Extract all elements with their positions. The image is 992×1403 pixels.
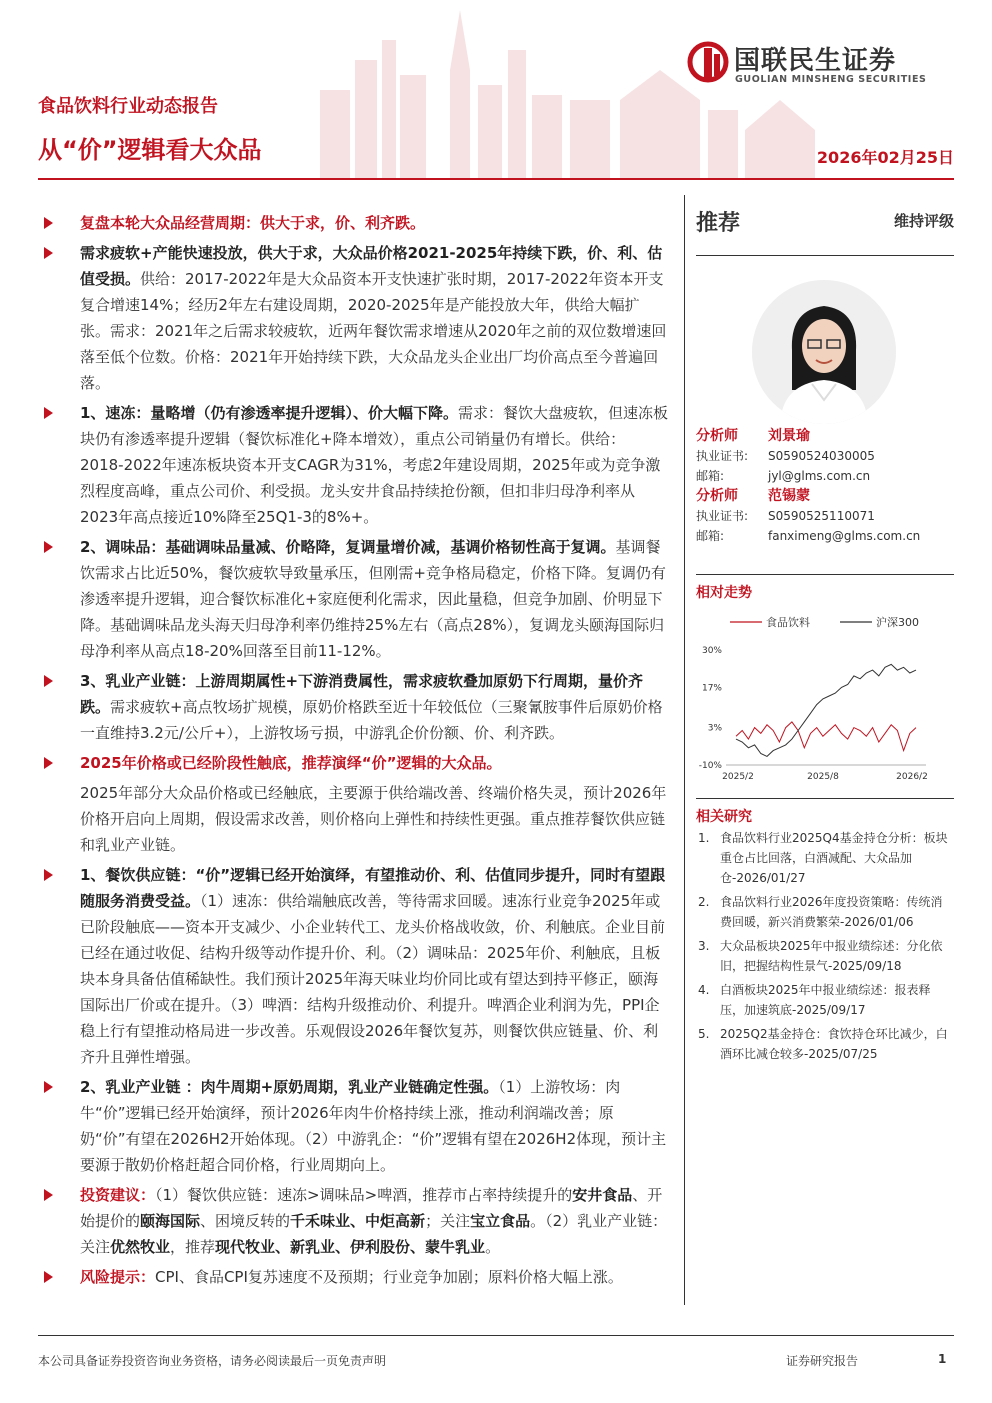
bullet-arrow-icon bbox=[44, 541, 53, 553]
bullet-seasoning: 2、调味品：基础调味品量减、价略降，复调量增价减，基调价格韧性高于复调。基调餐饮需求占比近50%，餐饮疲软导致量承压，但刚需+竞争格局稳定，价格下降。复调仍有渗透率提升逻辑，迎合餐饮标准化+家庭便利化需求，因此量稳，但竞争加剧、价明显下降。基础调味品龙头海天归母净利率仍维持25%左右（高点28%），复调龙头颐海国际归母净利率从高点18-20%回落至目前11-12%。 bbox=[40, 534, 668, 664]
bullet-arrow-icon bbox=[44, 675, 53, 687]
list-item[interactable]: 3. 大众品板块2025年中报业绩综述：分化依旧，把握结构性景气-2025/09/18 bbox=[698, 939, 943, 973]
list-item[interactable]: 2. 食品饮料行业2026年度投资策略：传统消费回暖，新兴消费繁荣-2026/01/06 bbox=[698, 895, 943, 929]
bullet-arrow-icon bbox=[44, 1189, 53, 1201]
bullet-arrow-icon bbox=[44, 869, 53, 881]
report-date: 2026年02月25日 bbox=[816, 148, 954, 167]
logo-text: 国联民生证券 bbox=[734, 46, 897, 76]
bullet-arrow-icon bbox=[44, 1081, 53, 1093]
paragraph-price-outlook: 2025年部分大众品价格或已经触底，主要源于供给端改善、终端价格失灵，预计2026年价格开启向上周期，假设需求改善，则价格向上弹性和持续性更强。重点推荐餐饮供应链和乳业产业链。 bbox=[80, 784, 667, 854]
bullet-cycle: 需求疲软+产能快速投放，供大于求，大众品价格2021-2025年持续下跌，价、利、估值受损。供给：2017-2022年是大众品资本开支快速扩张时期，2017-2022年资本开支复合增速14%；经历2年左右建设周期，2020-2025年是产能投放大年，供给大幅扩张。需求：2021年之后需求较疲软，近两年餐饮需求增速从2020年之前的双位数增速回落至低个位数。价格：2021年开始持续下跌，大众品龙头企业出厂均价高点至今普遍回落。 bbox=[40, 240, 668, 396]
cert-label: 执业证书: bbox=[696, 449, 749, 463]
analyst-email[interactable]: fanximeng@glms.com.cn bbox=[768, 529, 921, 543]
logo-text-en: GUOLIAN MINSHENG SECURITIES bbox=[735, 74, 927, 85]
report-header bbox=[0, 0, 992, 178]
logo-mark-icon bbox=[686, 40, 730, 84]
analyst-list bbox=[696, 426, 954, 546]
bullet-dairy: 3、乳业产业链：上游周期属性+下游消费属性，需求疲软叠加原奶下行周期，量价齐跌。需求疲软+高点牧场扩规模，原奶价格跌至近十年较低位（三聚氰胺事件后原奶价格一直维持3.2元/公斤+），上游牧场亏损，中游乳企价份额、价、利齐跌。 bbox=[40, 668, 668, 746]
y-tick-label: 3% bbox=[707, 723, 722, 734]
section-divider bbox=[696, 574, 954, 575]
bullet-risk: 风险提示：CPI、食品CPI复苏速度不及预期；行业竞争加剧；原料价格大幅上涨。 bbox=[40, 1264, 668, 1290]
x-tick-label: 2025/8 bbox=[807, 772, 839, 782]
bullet-frozen: 1、速冻：量略增（仍有渗透率提升逻辑）、价大幅下降。需求：餐饮大盘疲软，但速冻板块仍有渗透率提升逻辑（餐饮标准化+降本增效），重点公司销量仍有增长。供给：2018-2022年速冻板块资本开支CAGR为31%，考虑2年建设周期，2025年或为竞争激烈程度高峰，重点公司价、利受损。龙头安井食品持续抢份额，但扣非归母净利率从2023年高点接近10%降至25Q1-3的8%+。 bbox=[40, 400, 668, 530]
bullet-arrow-icon bbox=[44, 407, 53, 419]
report-type: 食品饮料行业动态报告 bbox=[38, 96, 218, 117]
analyst-name: 范锡蒙 bbox=[768, 488, 810, 504]
y-tick-label: 17% bbox=[701, 683, 722, 694]
bullet-summary: 复盘本轮大众品经营周期：供大于求，价、利齐跌。 bbox=[40, 210, 668, 236]
company-logo bbox=[686, 40, 956, 88]
bullet-arrow-icon bbox=[44, 217, 53, 229]
series-line bbox=[736, 664, 916, 756]
research-section-title: 相关研究 bbox=[696, 809, 752, 825]
list-item[interactable]: 5. 2025Q2基金持仓：食饮持仓环比减少，白酒环比减仓较多-2025/07/25 bbox=[698, 1027, 948, 1061]
related-research-list bbox=[696, 828, 954, 1068]
analyst-role: 分析师 bbox=[696, 488, 738, 504]
header-divider bbox=[38, 178, 954, 180]
analyst-avatar bbox=[752, 280, 896, 424]
section-divider bbox=[696, 798, 954, 799]
bullet-dairy-chain: 2、乳业产业链 ：肉牛周期+原奶周期，乳业产业链确定性强。（1）上游牧场：肉牛“价”逻辑已经开始演绎，预计2026年肉牛价格持续上涨，推动利润端改善；原奶“价”有望在2026H2开始体现。（2）中游乳企：“价”逻辑有望在2026H2体现，预计主要源于散奶价格赶超合同价格，行业周期向上。 bbox=[40, 1074, 668, 1178]
city-skyline-banner bbox=[300, 0, 820, 178]
list-item[interactable]: 1. 食品饮料行业2025Q4基金持仓分析：板块重仓占比回落，白酒减配、大众品加仓-2026/01/27 bbox=[698, 831, 948, 885]
page-number: 1 bbox=[938, 1352, 947, 1366]
report-title: 从“价”逻辑看大众品 bbox=[38, 136, 262, 164]
y-tick-label: -10% bbox=[698, 761, 722, 771]
y-tick-label: 30% bbox=[701, 646, 722, 656]
bullet-investment-advice: 投资建议：（1）餐饮供应链：速冻>调味品>啤酒，推荐市占率持续提升的安井食品、开始提价的颐海国际、困境反转的千禾味业、中炬高新；关注宝立食品。（2）乳业产业链：关注优然牧业，推荐现代牧业、新乳业、伊利股份、蒙牛乳业。 bbox=[40, 1182, 668, 1260]
trend-chart-svg bbox=[696, 610, 954, 810]
bullet-catering-chain: 1、餐饮供应链：“价”逻辑已经开始演绎，有望推动价、利、估值同步提升，同时有望跟随服务消费受益。（1）速冻：供给端触底改善，等待需求回暖。速冻行业竞争2025年或已阶段触底——资本开支减少、小企业转代工、龙头价格战收敛，价、利触底。企业目前已经在通过收促、结构升级等动作提升价、利。（2）调味品：2025年价、利触底，且板块本身具备估值稀缺性。我们预计2025年海天味业均价同比或有望达到持平修正，颐海国际出厂价或在提升。（3）啤酒：结构升级推动价、利提升。啤酒企业利润为先，PPI企稳上行有望推动格局进一步改善。乐观假设2026年餐饮复苏，则餐饮供应链量、价、利齐升且弹性增强。 bbox=[40, 862, 668, 1070]
series-line bbox=[736, 722, 916, 751]
bullet-arrow-icon bbox=[44, 1271, 53, 1283]
mail-label: 邮箱: bbox=[696, 469, 725, 483]
rating-status: 维持评级 bbox=[893, 212, 954, 230]
footer-disclaimer: 本公司具备证券投资咨询业务资格，请务必阅读最后一页免责声明 bbox=[38, 1354, 387, 1368]
analyst-role: 分析师 bbox=[696, 428, 738, 444]
chart-section-title: 相对走势 bbox=[696, 585, 752, 601]
main-content bbox=[40, 210, 668, 1294]
column-divider bbox=[684, 195, 685, 1305]
bullet-price-bottom: 2025年价格或已经阶段性触底，推荐演绎“价”逻辑的大众品。 bbox=[40, 750, 668, 776]
cert-number: S0590524030005 bbox=[768, 449, 875, 463]
x-tick-label: 2025/2 bbox=[722, 772, 754, 782]
analyst-email[interactable]: jyl@glms.com.cn bbox=[768, 469, 871, 483]
analyst-card bbox=[696, 486, 954, 546]
analyst-portrait-icon bbox=[752, 280, 896, 424]
cert-label: 执业证书: bbox=[696, 509, 749, 523]
analyst-name: 刘景瑜 bbox=[768, 428, 810, 444]
legend-label: 沪深300 bbox=[876, 616, 919, 629]
analyst-card bbox=[696, 426, 954, 486]
mail-label: 邮箱: bbox=[696, 529, 725, 543]
rating-label: 推荐 bbox=[696, 211, 741, 236]
list-item[interactable]: 4. 白酒板块2025年中报业绩综述：报表释压，加速筑底-2025/09/17 bbox=[698, 983, 931, 1017]
cert-number: S0590525110071 bbox=[768, 509, 875, 523]
relative-trend-chart bbox=[696, 610, 954, 810]
legend-label: 食品饮料 bbox=[766, 616, 810, 629]
footer-divider bbox=[38, 1335, 954, 1336]
bullet-arrow-icon bbox=[44, 247, 53, 259]
x-tick-label: 2026/2 bbox=[896, 772, 928, 782]
footer-report-type: 证券研究报告 bbox=[786, 1354, 859, 1368]
sidebar bbox=[696, 198, 954, 1061]
rating-box bbox=[696, 198, 954, 256]
bullet-arrow-icon bbox=[44, 757, 53, 769]
